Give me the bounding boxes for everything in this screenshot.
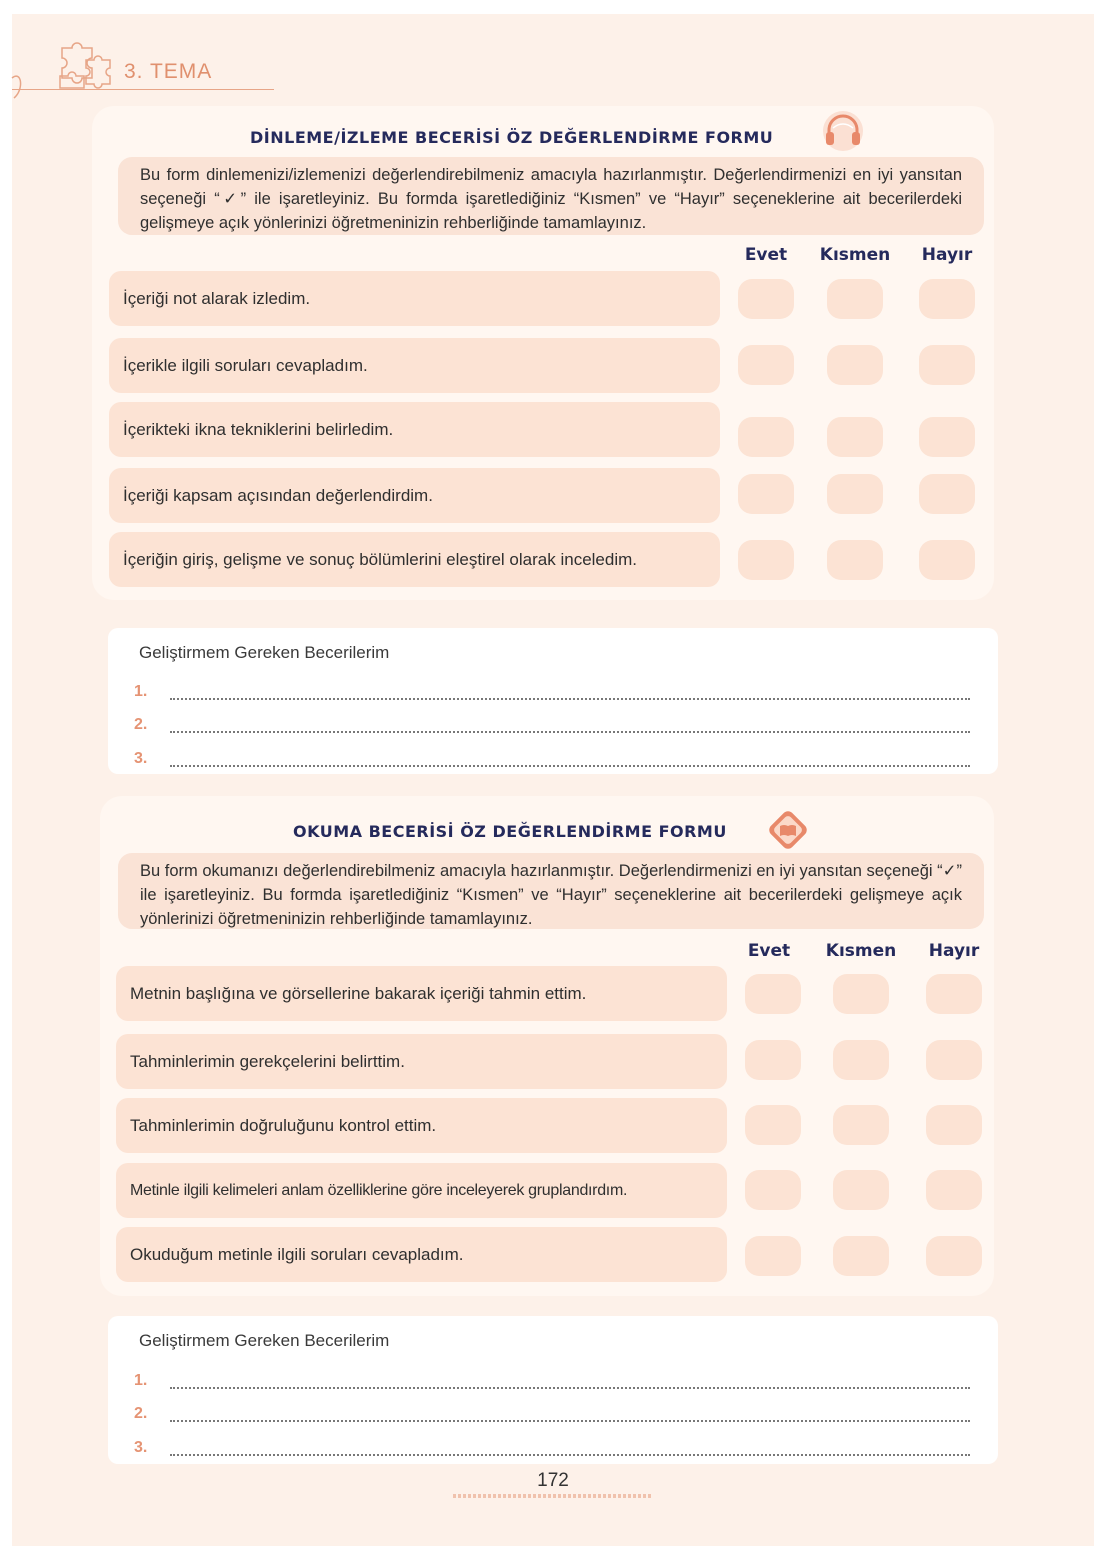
skills2-line-1[interactable] <box>170 1386 970 1389</box>
skills2-line-3[interactable] <box>170 1453 970 1456</box>
form2-item-5: Okuduğum metinle ilgili soruları cevapladım. <box>116 1227 727 1282</box>
page-number: 172 <box>537 1470 569 1491</box>
skills2-title: Geliştirmem Gereken Becerilerim <box>139 1331 390 1350</box>
form2-col-evet: Evet <box>747 941 791 961</box>
form2-item-3-evet-checkbox[interactable] <box>745 1105 801 1145</box>
form1-item-2: İçerikle ilgili soruları cevapladım. <box>109 338 720 393</box>
skills1-number-3: 3. <box>134 750 148 767</box>
form2-item-2-hayir-checkbox[interactable] <box>926 1040 982 1080</box>
page-number-underline <box>453 1494 653 1498</box>
form2-col-kismen: Kısmen <box>825 941 897 961</box>
form2-item-3-hayir-checkbox[interactable] <box>926 1105 982 1145</box>
form2-item-5-hayir-checkbox[interactable] <box>926 1236 982 1276</box>
skills1-line-1[interactable] <box>170 697 970 700</box>
form2-item-3-kismen-checkbox[interactable] <box>833 1105 889 1145</box>
form1-item-5-kismen-checkbox[interactable] <box>827 540 883 580</box>
form2-item-2: Tahminlerimin gerekçelerini belirttim. <box>116 1034 727 1089</box>
form1-item-4-evet-checkbox[interactable] <box>738 474 794 514</box>
form1-item-1-kismen-checkbox[interactable] <box>827 279 883 319</box>
form1-col-evet: Evet <box>744 245 788 265</box>
form2-item-4: Metinle ilgili kelimeleri anlam özelliklerine göre inceleyerek gruplandırdım. <box>116 1163 727 1218</box>
form2-item-1-hayir-checkbox[interactable] <box>926 974 982 1014</box>
form1-item-1: İçeriği not alarak izledim. <box>109 271 720 326</box>
form1-item-2-hayir-checkbox[interactable] <box>919 345 975 385</box>
skills1-number-1: 1. <box>134 683 148 700</box>
form2-item-4-kismen-checkbox[interactable] <box>833 1170 889 1210</box>
form1-item-1-hayir-checkbox[interactable] <box>919 279 975 319</box>
form1-item-5: İçeriğin giriş, gelişme ve sonuç bölümlerini eleştirel olarak inceledim. <box>109 532 720 587</box>
skills2-line-2[interactable] <box>170 1419 970 1422</box>
form1-item-3-kismen-checkbox[interactable] <box>827 417 883 457</box>
skills1-title: Geliştirmem Gereken Becerilerim <box>139 643 390 662</box>
skills2-number-1: 1. <box>134 1372 148 1389</box>
form2-title: OKUMA BECERİSİ ÖZ DEĞERLENDİRME FORMU <box>293 822 727 841</box>
form2-item-5-kismen-checkbox[interactable] <box>833 1236 889 1276</box>
form2-item-1: Metnin başlığına ve görsellerine bakarak içeriği tahmin ettim. <box>116 966 727 1021</box>
form1-item-5-hayir-checkbox[interactable] <box>919 540 975 580</box>
form1-item-4-hayir-checkbox[interactable] <box>919 474 975 514</box>
form1-item-1-evet-checkbox[interactable] <box>738 279 794 319</box>
book-icon <box>764 806 812 854</box>
header-rule <box>12 89 274 90</box>
form2-item-2-evet-checkbox[interactable] <box>745 1040 801 1080</box>
form1-item-2-kismen-checkbox[interactable] <box>827 345 883 385</box>
form2-item-2-kismen-checkbox[interactable] <box>833 1040 889 1080</box>
form1-item-3-evet-checkbox[interactable] <box>738 417 794 457</box>
form1-item-2-evet-checkbox[interactable] <box>738 345 794 385</box>
form2-item-5-evet-checkbox[interactable] <box>745 1236 801 1276</box>
form1-item-3: İçerikteki ikna tekniklerini belirledim. <box>109 402 720 457</box>
skills2-number-3: 3. <box>134 1439 148 1456</box>
form1-instructions: Bu form dinlemenizi/izlemenizi değerlendirebilmeniz amacıyla hazırlanmıştır. Değerlendirmenizi en iyi yansıtan seçeneği “✓” ile işaretleyiniz. Bu formda işaretlediğiniz “Kısmen” ve “Hayır” seçeneklerine ait becerilerdeki gelişmeye açık yönlerinizi öğretmeninizin rehberliğinde tamamlayınız. <box>118 157 984 235</box>
skills1-number-2: 2. <box>134 716 148 733</box>
form1-title: DİNLEME/İZLEME BECERİSİ ÖZ DEĞERLENDİRME FORMU <box>250 128 774 147</box>
form2-item-1-evet-checkbox[interactable] <box>745 974 801 1014</box>
theme-label: 3. TEMA <box>124 60 213 83</box>
skills1-line-3[interactable] <box>170 764 970 767</box>
form1-item-4-kismen-checkbox[interactable] <box>827 474 883 514</box>
form2-item-4-hayir-checkbox[interactable] <box>926 1170 982 1210</box>
skills1-line-2[interactable] <box>170 730 970 733</box>
headphones-icon <box>820 108 866 154</box>
form2-item-3: Tahminlerimin doğruluğunu kontrol ettim. <box>116 1098 727 1153</box>
form2-item-4-evet-checkbox[interactable] <box>745 1170 801 1210</box>
skills2-number-2: 2. <box>134 1405 148 1422</box>
form2-instructions: Bu form okumanızı değerlendirebilmeniz amacıyla hazırlanmıştır. Değerlendirmenizi en iyi yansıtan seçeneği “✓” ile işaretleyiniz. Bu formda işaretlediğiniz “Kısmen” ve “Hayır” seçeneklerine ait becerilerdeki gelişmeye açık yönlerinizi öğretmeninizin rehberliğinde tamamlayınız. <box>118 853 984 929</box>
form2-item-1-kismen-checkbox[interactable] <box>833 974 889 1014</box>
form1-item-5-evet-checkbox[interactable] <box>738 540 794 580</box>
form1-item-3-hayir-checkbox[interactable] <box>919 417 975 457</box>
form2-col-hayir: Hayır <box>928 941 980 961</box>
form1-item-4: İçeriği kapsam açısından değerlendirdim. <box>109 468 720 523</box>
form1-col-hayir: Hayır <box>921 245 973 265</box>
form1-col-kismen: Kısmen <box>819 245 891 265</box>
